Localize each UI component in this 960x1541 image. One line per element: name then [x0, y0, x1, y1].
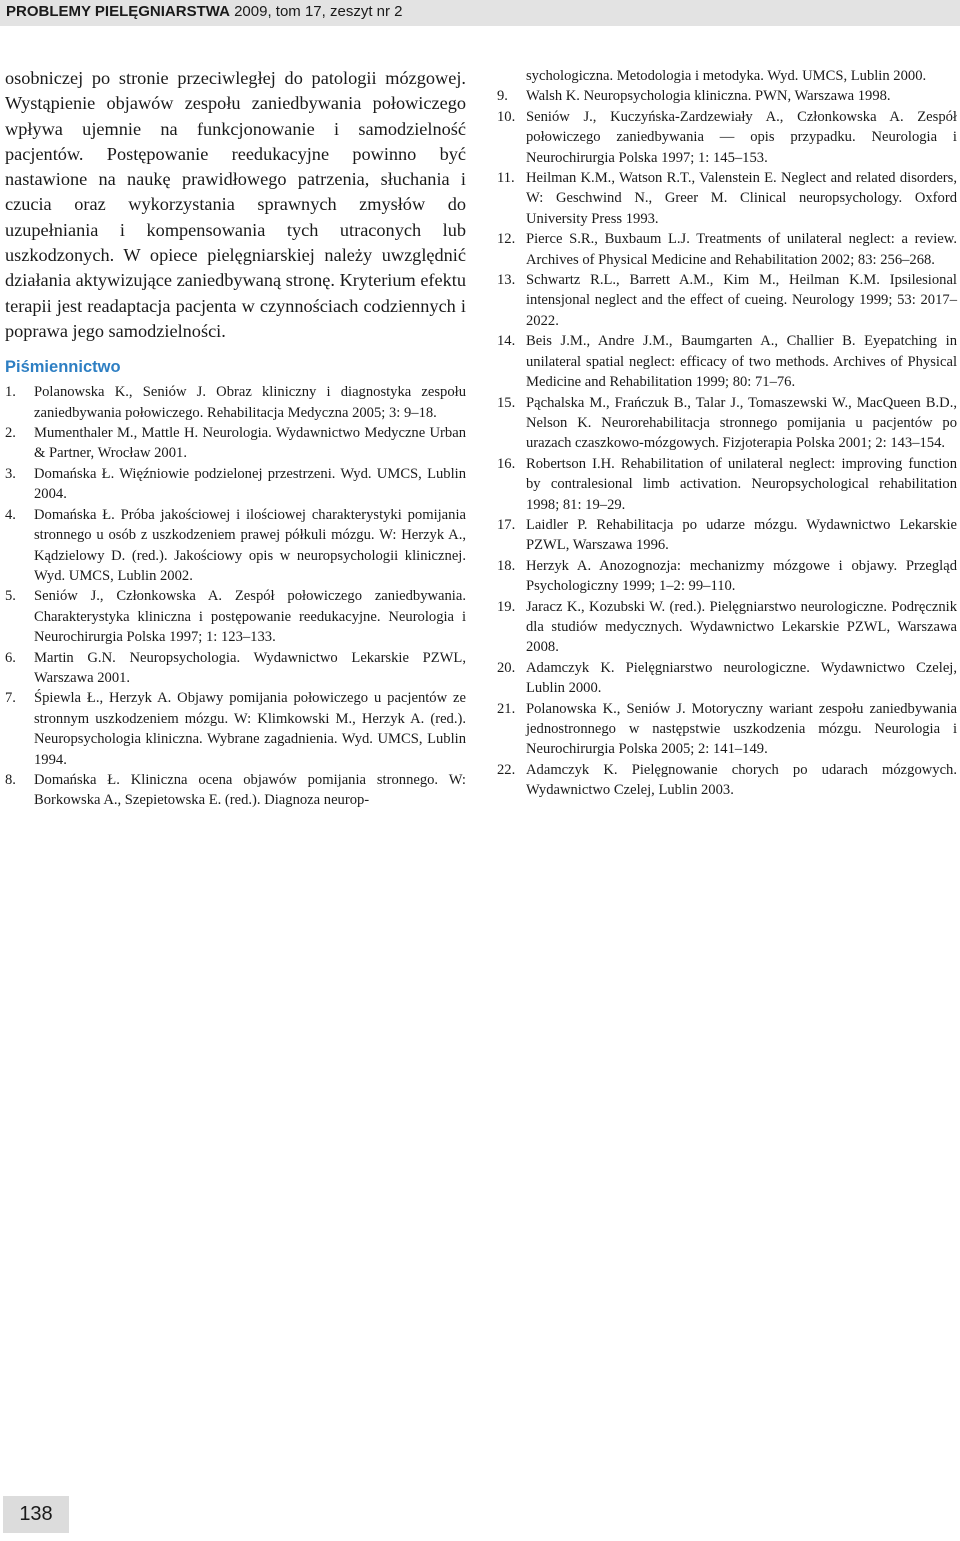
- reference-item: [497, 556, 957, 597]
- reference-item: [5, 382, 466, 423]
- reference-text: Robertson I.H. Rehabilitation of unilateral neglect: improving function by contralesional limb activation. Neuropsychological rehabilitation 1998; 81: 19–29.: [526, 455, 957, 513]
- reference-item: [5, 688, 466, 770]
- reference-item: [497, 331, 957, 392]
- reference-text: Adamczyk K. Pielęgnowanie chorych po udarach mózgowych. Wydawnictwo Czelej, Lublin 2003.: [526, 761, 957, 799]
- reference-text: Pąchalska M., Frańczuk B., Talar J., Tomaszewski W., MacQueen B.D., Nelson K. Neurorehabilitacja stronnego pomijania u pacjentów po urazach czaszkowo-mózgowych. Fizjoterapia Polska 2001; 2: 143–154.: [526, 394, 957, 452]
- reference-text: Jaracz K., Kozubski W. (red.). Pielęgniarstwo neurologiczne. Podręcznik dla studiów medycznych. Wydawnictwo Lekarskie PZWL, Warszawa 2008.: [526, 598, 957, 656]
- reference-number: 21.: [497, 700, 516, 717]
- reference-number: 11.: [497, 170, 515, 187]
- reference-text: Schwartz R.L., Barrett A.M., Kim M., Heilman K.M. Ipsilesional intensjonal neglect and the effect of cueing. Neurology 1999; 53: 2017–2022.: [526, 272, 957, 329]
- reference-text: Pierce S.R., Buxbaum L.J. Treatments of unilateral neglect: a review. Archives of Physical Medicine and Rehabilitation 2002; 83: 256–268.: [526, 231, 957, 268]
- reference-text: Herzyk A. Anozognozja: mechanizmy mózgowe i objawy. Przegląd Psychologiczny 1999; 1–2: 99–110.: [526, 557, 957, 595]
- reference-list-left: [5, 382, 466, 811]
- reference-list-right: [497, 66, 957, 801]
- reference-item: [497, 515, 957, 556]
- page-number: 138: [3, 1496, 69, 1533]
- reference-text: Domańska Ł. Więźniowie podzielonej przestrzeni. Wyd. UMCS, Lublin 2004.: [34, 465, 466, 503]
- reference-text: Polanowska K., Seniów J. Motoryczny wariant zespołu zaniedbywania jednostronnego w następstwie uszkodzenia mózgu. Neurologia i Neurochirurgia Polska 2005; 2: 141–149.: [526, 700, 957, 758]
- reference-number: 19.: [497, 598, 516, 615]
- journal-title: PROBLEMY PIELĘGNIARSTWA: [6, 3, 230, 20]
- right-column: [497, 66, 957, 801]
- reference-item: [5, 505, 466, 587]
- reference-item: [5, 586, 466, 647]
- reference-text: Adamczyk K. Pielęgniarstwo neurologiczne. Wydawnictwo Czelej, Lublin 2000.: [526, 659, 957, 697]
- reference-item: [497, 86, 957, 106]
- reference-text: Domańska Ł. Kliniczna ocena objawów pomijania stronnego. W: Borkowska A., Szepietowska E. (red.). Diagnoza neurop-: [34, 771, 466, 809]
- reference-number: 6.: [5, 649, 16, 666]
- reference-text: Seniów J., Kuczyńska-Zardzewiały A., Członkowska A. Zespół połowiczego zaniedbywania — opis przypadku. Neurologia i Neurochirurgia Polska 1997; 1: 145–153.: [526, 108, 957, 166]
- reference-number: 5.: [5, 588, 16, 605]
- reference-item: [497, 658, 957, 699]
- reference-item: [497, 393, 957, 454]
- reference-number: 18.: [497, 557, 516, 574]
- reference-number: 17.: [497, 516, 516, 533]
- reference-text: Polanowska K., Seniów J. Obraz kliniczny i diagnostyka zespołu zaniedbywania połowiczego. Rehabilitacja Medyczna 2005; 3: 9–18.: [34, 384, 466, 421]
- reference-number: 12.: [497, 231, 516, 248]
- left-column: [5, 66, 466, 811]
- reference-number: 8.: [5, 771, 16, 788]
- reference-text: Mumenthaler M., Mattle H. Neurologia. Wydawnictwo Medyczne Urban & Partner, Wrocław 2001.: [34, 425, 466, 462]
- reference-number: 1.: [5, 384, 16, 401]
- reference-item: [497, 597, 957, 658]
- reference-continuation: [497, 66, 957, 86]
- reference-text: Seniów J., Członkowska A. Zespół połowiczego zaniedbywania. Charakterystyka kliniczna i postępowanie reedukacyjne. Neurologia i Neurochirurgia Polska 1997; 1: 123–133.: [34, 588, 466, 646]
- reference-text: Śpiewla Ł., Herzyk A. Objawy pomijania połowiczego u pacjentów ze stronnym uszkodzeniem mózgu. W: Klimkowski M., Herzyk A. (red.). Neuropsychologia kliniczna. Wybrane zagadnienia. Wyd. UMCS, Lublin 1994.: [34, 690, 466, 768]
- reference-item: [5, 423, 466, 464]
- reference-number: 16.: [497, 455, 516, 472]
- reference-text: Domańska Ł. Próba jakościowej i ilościowej charakterystyki pomijania stronnego u osób z uszkodzeniem prawej półkuli mózgu. W: Herzyk A., Kądzielowy D. (red.). Jakościowy opis w neuropsychologii klinicznej. Wyd. UMCS, Lublin 2002.: [34, 506, 466, 584]
- reference-number: 9.: [497, 88, 508, 105]
- reference-item: [497, 699, 957, 760]
- reference-item: [497, 168, 957, 229]
- reference-item: [497, 107, 957, 168]
- reference-number: 15.: [497, 394, 516, 411]
- reference-item: [5, 770, 466, 811]
- reference-number: 4.: [5, 506, 16, 523]
- reference-continuation-text: sychologiczna. Metodologia i metodyka. Wyd. UMCS, Lublin 2000.: [526, 68, 927, 84]
- references-heading: Piśmiennictwo: [5, 358, 121, 377]
- reference-item: [497, 229, 957, 270]
- reference-item: [5, 648, 466, 689]
- reference-number: 14.: [497, 333, 516, 350]
- issue-info: 2009, tom 17, zeszyt nr 2: [229, 3, 403, 20]
- reference-text: Walsh K. Neuropsychologia kliniczna. PWN, Warszawa 1998.: [526, 88, 891, 105]
- reference-item: [497, 270, 957, 331]
- reference-item: [497, 454, 957, 515]
- reference-number: 7.: [5, 690, 16, 707]
- reference-number: 13.: [497, 272, 516, 289]
- reference-text: Heilman K.M., Watson R.T., Valenstein E. Neglect and related disorders, W: Geschwind N., Greer M. Clinical neuropsychology. Oxford University Press 1993.: [526, 170, 957, 227]
- reference-item: [5, 464, 466, 505]
- reference-text: Laidler P. Rehabilitacja po udarze mózgu. Wydawnictwo Lekarskie PZWL, Warszawa 1996.: [526, 516, 957, 554]
- reference-number: 10.: [497, 108, 516, 125]
- body-paragraph: osobniczej po stronie przeciwległej do patologii mózgowej. Wystąpienie objawów zespołu zaniedbywania połowiczego wpływa ujemnie na funkcjonowanie i samodzielność pacjentów. Postępowanie reedukacyjne powinno być nastawione na naukę prawidłowego patrzenia, słuchania i czucia oraz wykorzystania sprawnych zmysłów do uzupełniania i kompensowania tych utraconych lub uszkodzonych. W opiece pielęgniarskiej należy uwzględnić działania aktywizujące zaniedbywaną stronę. Kryterium efektu terapii jest readaptacja pacjenta w czynnościach codziennych i poprawa jego samodzielności.: [5, 68, 466, 341]
- reference-number: 20.: [497, 659, 516, 676]
- reference-number: 2.: [5, 425, 16, 442]
- running-header: [6, 3, 403, 20]
- reference-text: Martin G.N. Neuropsychologia. Wydawnictwo Lekarskie PZWL, Warszawa 2001.: [34, 649, 466, 686]
- reference-item: [497, 760, 957, 801]
- running-header-bar: [0, 0, 960, 26]
- reference-number: 3.: [5, 465, 16, 482]
- reference-number: 22.: [497, 761, 516, 778]
- reference-text: Beis J.M., Andre J.M., Baumgarten A., Challier B. Eyepatching in unilateral spatial neglect: efficacy of two methods. Archives of Physical Medicine and Rehabilitation 1999; 80: 71–76.: [526, 333, 957, 391]
